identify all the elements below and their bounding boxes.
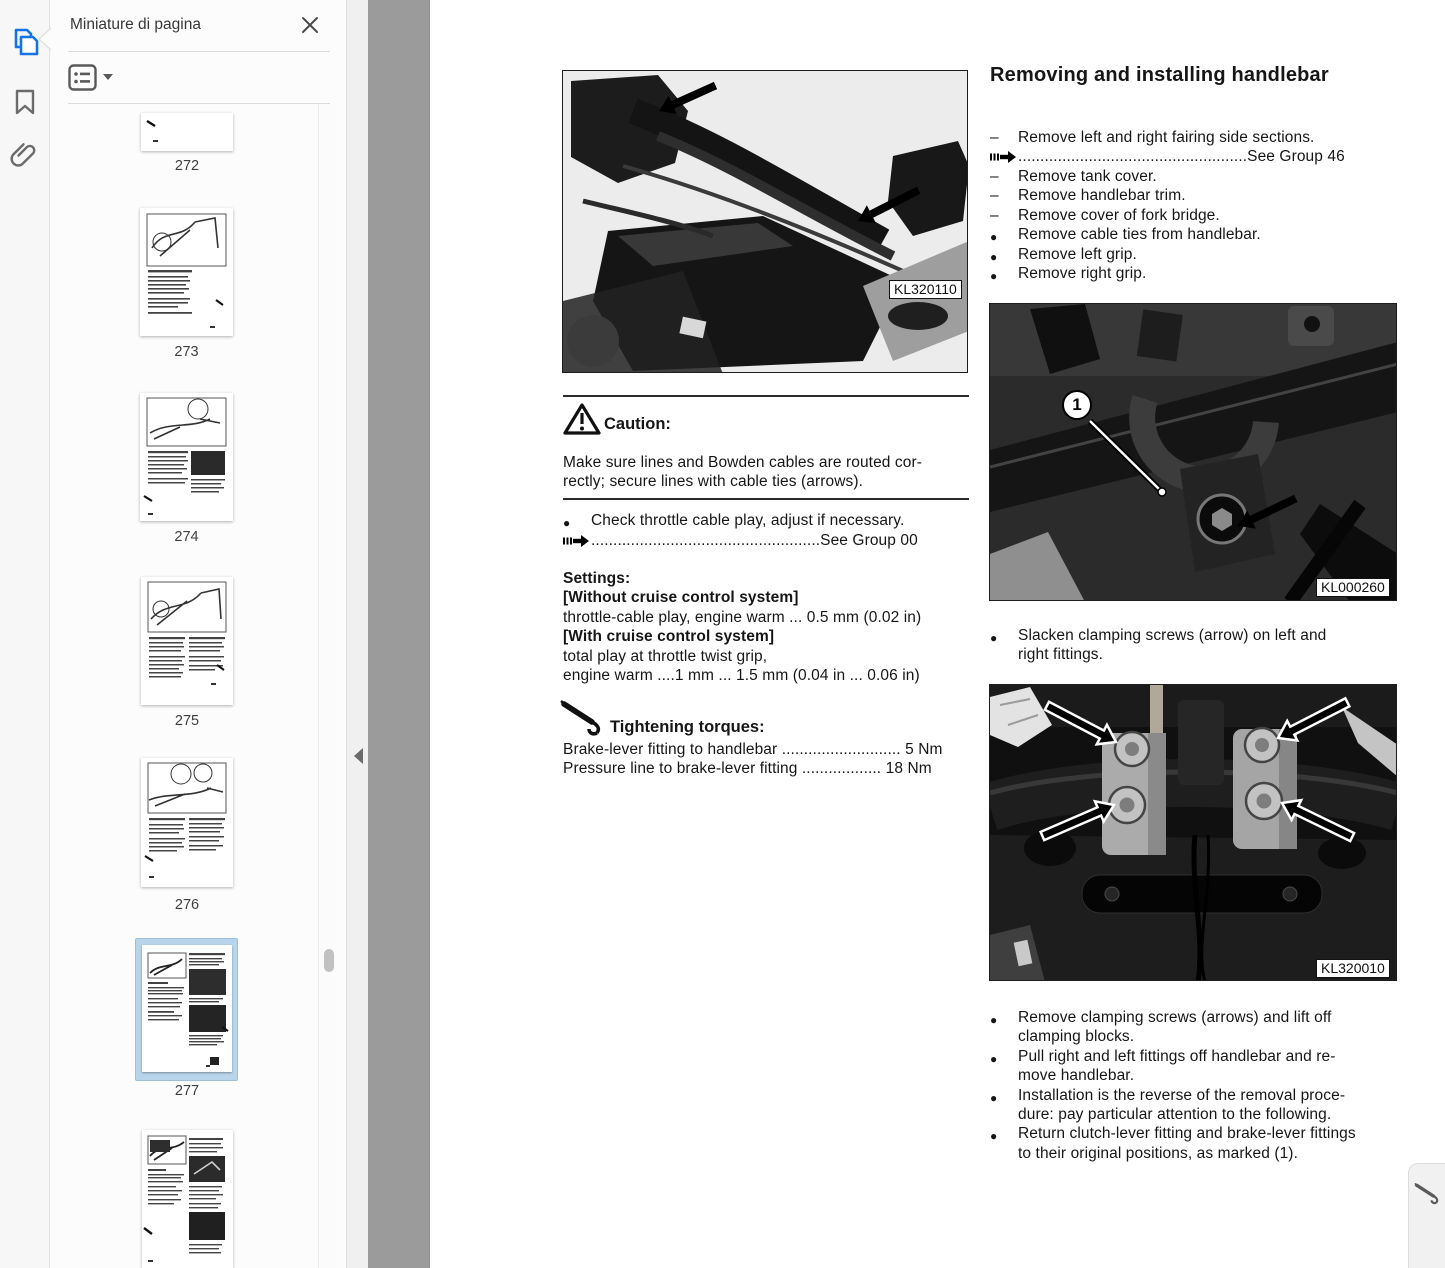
floating-tools-widget[interactable] [1408, 1163, 1445, 1268]
procedure-bullet: ● Installation is the reverse of the removal proce- dure: pay particular attention to the following. [990, 1086, 1346, 1123]
bullet-marker: ● [563, 516, 571, 530]
figure-label: KL000260 [1316, 578, 1390, 597]
see-group-00-line: ....................................................See Group 00 [563, 531, 973, 552]
bookmark-icon [13, 88, 37, 116]
procedure-step: – Remove tank cover. [990, 167, 1157, 185]
caution-text: Make sure lines and Bowden cables are routed cor- rectly; secure lines with cable ties (arrows). [563, 454, 923, 491]
chevron-left-icon [354, 748, 363, 764]
page-thumbnail-273[interactable] [140, 208, 233, 336]
callout-1: 1 [1062, 390, 1092, 420]
torques-title: Tightening torques: [610, 718, 765, 736]
check-item: ● Check throttle cable play, adjust if necessary. [563, 511, 973, 533]
thumbnail-scrollbar-thumb[interactable] [324, 949, 334, 972]
figure-label: KL320010 [1316, 959, 1390, 978]
procedure-step: – Remove handlebar trim. [990, 187, 1186, 204]
procedure-step: ....................................................See Group 46 [990, 147, 1405, 168]
figure-kl320110 [562, 70, 968, 373]
procedure-bullet: ● Remove clamping screws (arrows) and lift off clamping blocks. [990, 1009, 1332, 1046]
panel-edge-strip [346, 0, 368, 1268]
attachments-panel-button[interactable] [8, 138, 42, 172]
options-divider [68, 103, 330, 104]
thumbnail-scrollbar-track[interactable] [318, 104, 336, 1268]
procedure-bullet: ● Pull right and left fittings off handlebar and re- move handlebar. [990, 1047, 1336, 1085]
chevron-down-icon [103, 74, 113, 80]
active-panel-notch-fill [40, 29, 51, 49]
slacken-item: ● Slacken clamping screws (arrow) on left and right fittings. [990, 627, 1327, 664]
procedure-step: ● Remove right grip. [990, 265, 1147, 283]
torque-values: Brake-lever fitting to handlebar ........................... 5 Nm Pressure line to brake-lever fitting .................. 18 Nm [563, 741, 943, 778]
thumbnails-panel [50, 0, 346, 1268]
page-thumbnail-272[interactable] [141, 113, 233, 151]
page-options-icon [68, 64, 97, 91]
thumbnails-panel-button[interactable] [8, 25, 42, 59]
figure-kl000260-image [990, 304, 1397, 601]
page-thumbnail-276[interactable] [141, 758, 233, 887]
figure-kl320010-image [990, 685, 1397, 981]
page-number-label: 272 [174, 158, 200, 174]
procedure-step: ● Remove cable ties from handlebar. [990, 226, 1261, 244]
close-icon [298, 13, 322, 37]
page-number-label: 276 [174, 897, 200, 913]
procedure-step: – Remove cover of fork bridge. [990, 206, 1220, 224]
collapse-panel-button[interactable] [351, 746, 365, 766]
divider-rule [563, 395, 969, 397]
page-thumbnails-icon [11, 27, 39, 57]
bookmarks-panel-button[interactable] [8, 85, 42, 119]
divider-rule [563, 498, 969, 500]
left-toolbar [0, 0, 50, 1268]
thumbnail-options-button[interactable] [68, 61, 120, 93]
caution-icon [563, 402, 603, 436]
page-number-label: 273 [174, 344, 199, 360]
page-number-label: 275 [174, 713, 200, 729]
torque-wrench-icon [558, 698, 608, 736]
page-thumbnail-275[interactable] [141, 577, 233, 705]
page-thumbnail-278[interactable] [142, 1130, 233, 1268]
cross-reference-arrow-icon [990, 147, 1018, 168]
page-thumbnail-277[interactable] [142, 945, 232, 1072]
page-number-label: 277 [174, 1083, 200, 1099]
page-number-label: 274 [174, 529, 199, 545]
procedure-bullet: ● Return clutch-lever fitting and brake-lever fittings to their original positions, as marked (1). [990, 1125, 1356, 1162]
figure-label: KL320110 [889, 280, 962, 299]
page-thumbnail-274[interactable] [140, 393, 233, 521]
section-heading: Removing and installing handlebar [990, 64, 1329, 86]
document-page [430, 0, 1445, 1268]
paperclip-icon [10, 140, 40, 170]
procedure-step: ● Remove left grip. [990, 245, 1137, 264]
figure-kl320110-image [563, 71, 968, 373]
panel-title: Miniature di pagina [70, 16, 201, 33]
torque-tool-icon [1413, 1178, 1443, 1208]
figure-kl000260 [989, 303, 1397, 601]
procedure-step: – Remove left and right fairing side sections. [990, 129, 1315, 146]
figure-kl320010 [989, 684, 1397, 981]
close-panel-button[interactable] [298, 13, 322, 37]
caution-title: Caution: [604, 415, 671, 433]
header-divider [68, 51, 330, 52]
settings-block: Settings: [Without cruise control system] throttle-cable play, engine warm ... 0.5 mm (0.02 in) [With cruise control system] total play at throttle twist grip, engine warm ....1 mm ... 1.5 mm (0.04 in ... 0.06 in) [563, 570, 922, 685]
cross-reference-arrow-icon [563, 531, 591, 552]
